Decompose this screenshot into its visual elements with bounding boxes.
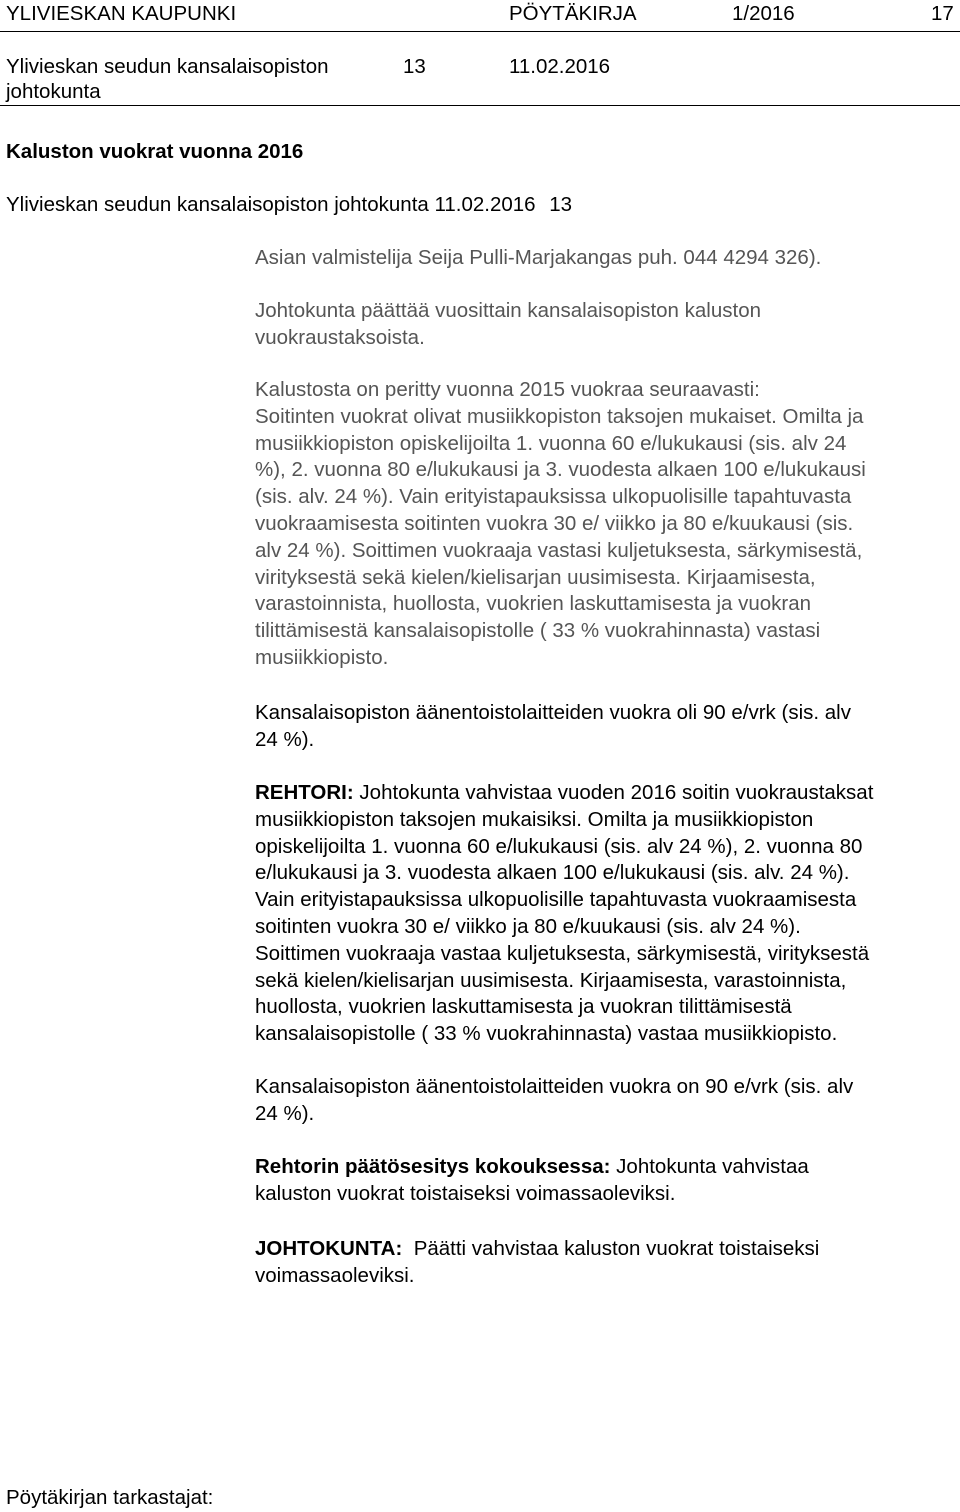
av-prev-line: Kansalaisopiston äänentoistolaitteiden vuokra oli 90 e/vrk (sis. alv [255,701,851,724]
history-line: Kalustosta on peritty vuonna 2015 vuokraa seuraavasti: [255,378,760,401]
document-title: Kaluston vuokrat vuonna 2016 [6,140,304,163]
av-new-paragraph [255,1074,955,1128]
header-divider [0,31,960,32]
decision-paragraph [255,1236,955,1290]
history-line: %), 2. vuonna 80 e/lukukausi ja 3. vuodesta alkaen 100 e/lukukausi [255,458,866,482]
preparer-paragraph [255,245,955,272]
av-new-line: Kansalaisopiston äänentoistolaitteiden vuokra on 90 e/vrk (sis. alv [255,1075,854,1098]
history-line: alv 24 %). Soittimen vuokraaja vastasi kuljetuksesta, särkymisestä, [255,538,863,562]
intro-line: Johtokunta päättää vuosittain kansalaisopiston kaluston [255,299,762,322]
av-prev-line: 24 %). [255,727,315,751]
proposal-line: e/lukukausi ja 3. vuodesta alkaen 100 e/lukukausi (sis. alv. 24 %). [255,861,850,885]
meeting-proposal-line: kaluston vuokrat toistaiseksi voimassaoleviksi. [255,1181,676,1205]
preparer-line: Asian valmistelija Seija Pulli-Marjakangas puh. 044 4294 326). [255,246,822,269]
history-line: virityksestä sekä kielen/kielisarjan uusimisesta. Kirjaamisesta, [255,565,816,589]
proposal-label: REHTORI: [255,781,354,804]
intro-paragraph [255,298,955,352]
header-body-line2: johtokunta [6,80,101,103]
meeting-proposal-first-line: Johtokunta vahvistaa [610,1155,809,1178]
history-line: tilittämisestä kansalaisopistolle ( 33 % vuokrahinnasta) vastasi [255,619,821,643]
header-date: 11.02.2016 [509,55,611,78]
decision-line: voimassaoleviksi. [255,1263,415,1287]
proposal-line: Vain erityistapauksissa ulkopuolisille tapahtuvasta vuokraamisesta [255,888,857,912]
history-line: (sis. alv. 24 %). Vain erityistapauksissa ulkopuolisille tapahtuvasta [255,485,852,509]
meeting-reference-text: Ylivieskan seudun kansalaisopiston johtokunta 11.02.2016 [6,193,536,216]
decision-first-line: Päätti vahvistaa kaluston vuokrat toistaiseksi [402,1237,820,1260]
meeting-proposal-label: Rehtorin päätösesitys kokouksessa: [255,1155,611,1178]
intro-line: vuokraustaksoista. [255,325,425,349]
header-doc-type: PÖYTÄKIRJA [509,2,637,25]
history-line: musiikkiopiston opiskelijoilta 1. vuonna 60 e/lukukausi (sis. alv 24 [255,431,847,455]
header-doc-number: 1/2016 [732,2,795,25]
history-line: musiikkiopisto. [255,645,389,669]
proposal-first-line: Johtokunta vahvistaa vuoden 2016 soitin vuokraustaksat [353,781,874,804]
header-divider-2 [0,105,960,106]
header-body-line1: Ylivieskan seudun kansalaisopiston [6,55,329,78]
history-line: Soitinten vuokrat olivat musiikkopiston taksojen mukaiset. Omilta ja [255,404,864,428]
footer-inspectors: Pöytäkirjan tarkastajat: [6,1486,214,1509]
meeting-section: 13 [549,193,573,216]
history-line: varastoinnista, huollosta, vuokrien laskuttamisesta ja vuokran [255,592,812,616]
av-new-line: 24 %). [255,1101,315,1125]
proposal-line: sekä kielen/kielisarjan uusimisesta. Kirjaamisesta, varastoinnista, [255,968,847,992]
proposal-line: musiikkiopiston taksojen mukaisiksi. Omilta ja musiikkiopiston [255,807,814,831]
proposal-line: kansalaisopistolle ( 33 % vuokrahinnasta) vastaa musiikkiopisto. [255,1022,838,1046]
meeting-proposal-paragraph [255,1154,955,1208]
history-paragraph [255,377,955,672]
proposal-line: soitinten vuokra 30 e/ viikko ja 80 e/kuukausi (sis. alv 24 %). [255,914,801,938]
proposal-line: Soittimen vuokraaja vastaa kuljetuksesta, särkymisestä, virityksestä [255,941,870,965]
decision-label: JOHTOKUNTA: [255,1237,403,1260]
av-prev-paragraph [255,700,955,754]
history-line: vuokraamisesta soitinten vuokra 30 e/ viikko ja 80 e/kuukausi (sis. [255,511,854,535]
meeting-reference [6,193,572,217]
proposal-line: opiskelijoilta 1. vuonna 60 e/lukukausi (sis. alv 24 %), 2. vuonna 80 [255,834,863,858]
proposal-paragraph [255,780,955,1048]
header-city: YLIVIESKAN KAUPUNKI [6,2,237,25]
header-section: 13 [403,55,426,78]
header-page-number: 17 [931,2,954,25]
proposal-line: huollosta, vuokrien laskuttamisesta ja vuokran tilittämisestä [255,995,792,1019]
